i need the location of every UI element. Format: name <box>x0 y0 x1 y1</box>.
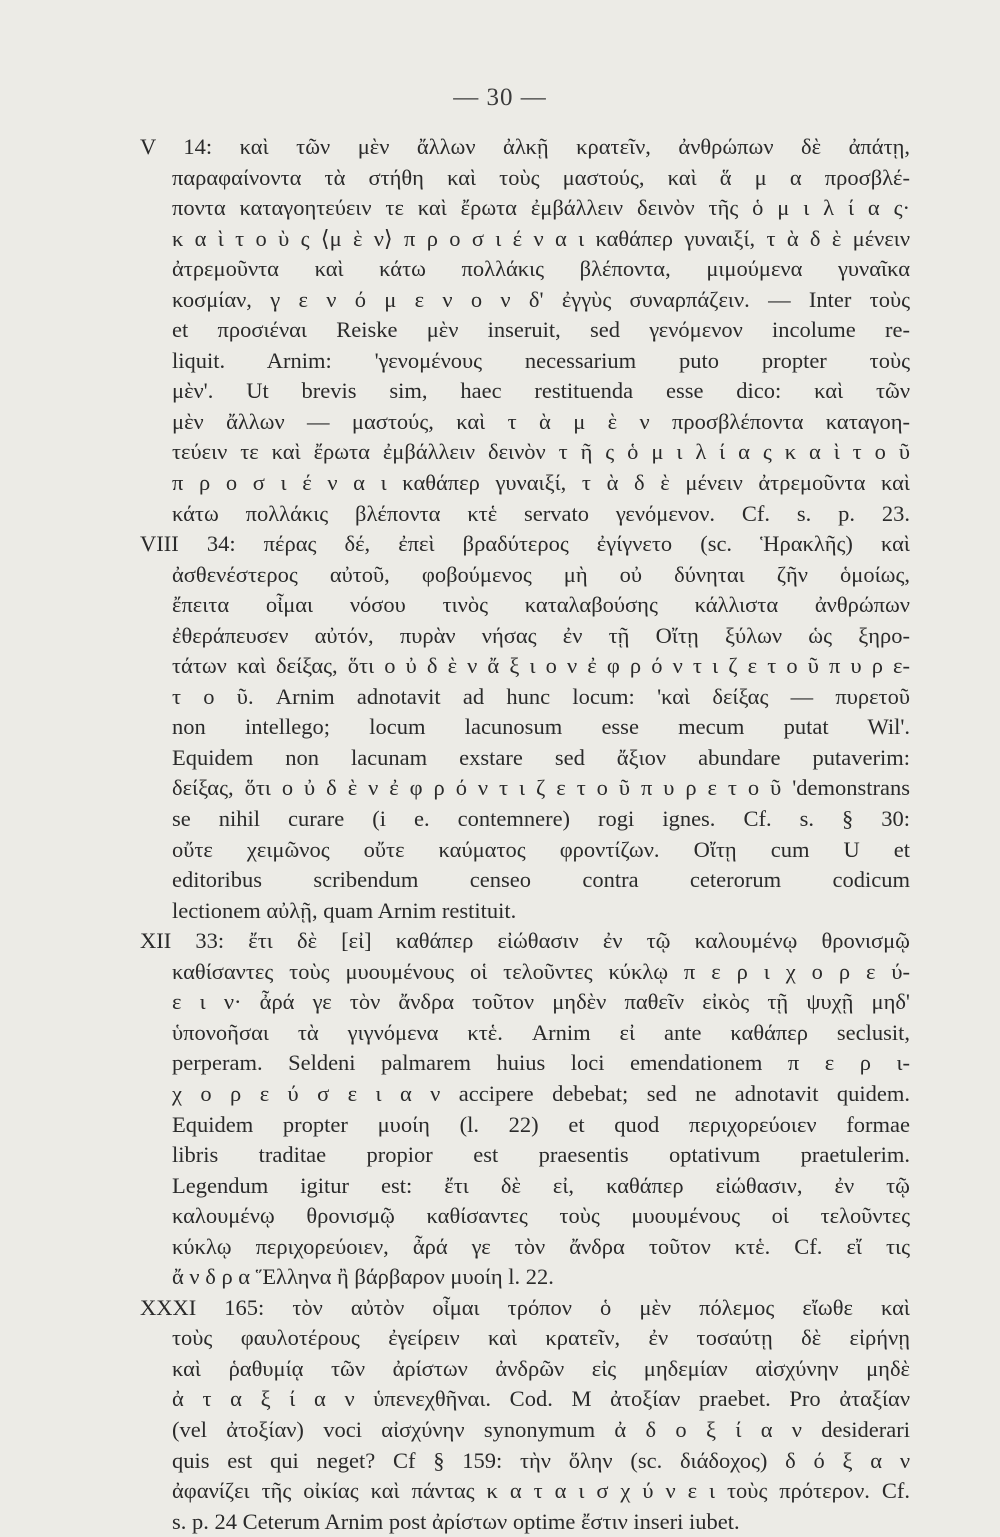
text-line: μὲν ἄλλων — μαστούς, καὶ τ ὰ μ ὲ ν προσβλέποντα καταγοη- <box>172 408 910 434</box>
text-line: s. p. 24 Ceterum Arnim post ἀρίστων optime ἔστιν inseri iubet. <box>172 1508 740 1534</box>
text-line: perperam. Seldeni palmarem huius loci emendationem π ε ρ ι- <box>172 1050 910 1076</box>
text-line: Equidem propter μυοίη (l. 22) et quod περιχορεύοιεν formae <box>172 1111 910 1137</box>
text-line: quis est qui neget? Cf § 159: τὴν ὅλην (sc. διάδοχος) δ ό ξ α ν <box>172 1447 910 1473</box>
text-line: libris traditae propior est praesentis optativum praetulerim. <box>172 1142 910 1168</box>
text-line: Equidem non lacunam exstare sed ἄξιον abundare putaverim: <box>172 744 910 770</box>
text-line: ἐθεράπευσεν αὐτόν, πυρὰν νήσας ἐν τῇ Οἴτῃ ξύλων ὡς ξηρο- <box>172 622 910 648</box>
text-line: κοσμίαν, γ ε ν ό μ ε ν ο ν δ' ἐγγὺς συναρπάζειν. — Inter τοὺς <box>172 286 910 312</box>
text-line: κάτω πολλάκις βλέποντα κτἑ servato γενόμενον. Cf. s. p. 23. <box>172 500 910 526</box>
text-line: ἀ τ α ξ ί α ν ὑπενεχθῆναι. Cod. M ἀτοξίαν praebet. Pro ἀταξίαν <box>172 1386 910 1412</box>
text-line: καὶ ῥαθυμίᾳ τῶν ἀρίστων ἀνδρῶν εἰς μηδεμίαν αἰσχύνην μηδὲ <box>172 1355 910 1381</box>
text-line: τ ο ῦ. Arnim adnotavit ad hunc locum: 'καὶ δείξας — πυρετοῦ <box>172 683 910 709</box>
text-line: ε ι ν· ἆρά γε τὸν ἄνδρα τοῦτον μηδὲν παθεῖν εἰκὸς τῇ ψυχῇ μηδ' <box>172 989 910 1015</box>
text-line: δείξας, ὅτι ο ὐ δ ὲ ν ἐ φ ρ ό ν τ ι ζ ε τ ο ῦ π υ ρ ε τ ο ῦ 'demonstrans <box>172 775 910 801</box>
text-line: οὔτε χειμῶνος οὔτε καύματος φροντίζων. Οἴτῃ cum U et <box>172 836 910 862</box>
text-line: παραφαίνοντα τὰ στήθη καὶ τοὺς μαστούς, καὶ ἅ μ α προσβλέ- <box>172 164 910 190</box>
text-line: ἀτρεμοῦντα καὶ κάτω πολλάκις βλέποντα, μιμούμενα γυναῖκα <box>172 256 910 282</box>
text-line: τοὺς φαυλοτέρους ἐγείρειν καὶ κρατεῖν, ἐν τοσαύτῃ δὲ εἰρήνῃ <box>172 1325 910 1351</box>
text-line: ἀσθενέστερος αὐτοῦ, φοβούμενος μὴ οὐ δύνηται ζῆν ὁμοίως, <box>172 561 910 587</box>
text-line: se nihil curare (i e. contemnere) rogi ignes. Cf. s. § 30: <box>172 806 910 832</box>
text-line: (vel ἀτοξίαν) voci αἰσχύνην synonymum ἀ δ ο ξ ί α ν desiderari <box>172 1416 910 1442</box>
text-line: π ρ ο σ ι έ ν α ι καθάπερ γυναιξί, τ ὰ δ ὲ μένειν ἀτρεμοῦντα καὶ <box>172 470 910 496</box>
text-line: Legendum igitur est: ἔτι δὲ εἰ, καθάπερ εἰώθασιν, ἐν τῷ <box>172 1172 910 1198</box>
text-line: XII 33: ἔτι δὲ [εἰ] καθάπερ εἰώθασιν ἐν τῷ καλουμένῳ θρονισμῷ <box>140 928 910 954</box>
text-line: καθίσαντες τοὺς μυουμένους οἱ τελοῦντες κύκλῳ π ε ρ ι χ ο ρ ε ύ- <box>172 958 910 984</box>
text-line: ἀφανίζει τῆς οἰκίας καὶ πάντας κ α τ α ι σ χ ύ ν ε ι τοὺς πρότερον. Cf. <box>172 1478 910 1504</box>
text-line: μὲν'. Ut brevis sim, haec restituenda esse dico: καὶ τῶν <box>172 378 910 404</box>
text-line: ἔπειτα οἶμαι νόσου τινὸς καταλαβούσης κάλλιστα ἀνθρώπων <box>172 592 910 618</box>
commentary-text <box>140 132 910 1537</box>
text-line: editoribus scribendum censeo contra ceterorum codicum <box>172 867 910 893</box>
text-line: καλουμένῳ θρονισμῷ καθίσαντες τοὺς μυουμένους οἱ τελοῦντες <box>172 1203 910 1229</box>
text-line: τάτων καὶ δείξας, ὅτι ο ὐ δ ὲ ν ἄ ξ ι ο ν ἐ φ ρ ό ν τ ι ζ ε τ ο ῦ π υ ρ ε- <box>172 653 910 679</box>
text-line: lectionem αὐλῇ, quam Arnim restituit. <box>172 897 517 923</box>
text-line: et προσιέναι Reiske μὲν inseruit, sed γενόμενον incolume re- <box>172 317 910 343</box>
text-line: V 14: καὶ τῶν μὲν ἄλλων ἀλκῇ κρατεῖν, ἀνθρώπων δὲ ἀπάτῃ, <box>140 134 910 159</box>
text-line: ποντα καταγοητεύειν τε καὶ ἔρωτα ἐμβάλλειν δεινὸν τῆς ὁ μ ι λ ί α ς· <box>172 195 910 221</box>
text-line: τεύειν τε καὶ ἔρωτα ἐμβάλλειν δεινὸν τ ῆ ς ὁ μ ι λ ί α ς κ α ὶ τ ο ῦ <box>172 439 910 465</box>
text-line: κύκλῳ περιχορεύοιεν, ἆρά γε τὸν ἄνδρα τοῦτον κτἑ. Cf. εἴ τις <box>172 1233 910 1259</box>
text-line: ἄ ν δ ρ α Ἕλληνα ἢ βάρβαρον μυοίη l. 22. <box>172 1264 554 1290</box>
text-line: κ α ὶ τ ο ὺ ς ⟨μ ὲ ν⟩ π ρ ο σ ι έ ν α ι καθάπερ γυναιξί, τ ὰ δ ὲ μένειν <box>172 225 910 251</box>
text-line: ὑπονοῆσαι τὰ γιγνόμενα κτἑ. Arnim εἰ ante καθάπερ seclusit, <box>172 1019 910 1045</box>
text-line: liquit. Arnim: 'γενομένους necessarium puto propter τοὺς <box>172 347 910 373</box>
text-line: χ ο ρ ε ύ σ ε ι α ν accipere debebat; sed ne adnotavit quidem. <box>172 1080 910 1106</box>
page-number: — 30 — <box>453 84 547 111</box>
text-line: XXXI 165: τὸν αὐτὸν οἶμαι τρόπον ὁ μὲν πόλεμος εἴωθε καὶ <box>140 1294 910 1320</box>
text-line: non intellego; locum lacunosum esse mecum putat Wil'. <box>172 714 910 740</box>
text-line: VIII 34: πέρας δέ, ἐπεὶ βραδύτερος ἐγίγνετο (sc. Ἡρακλῆς) καὶ <box>140 531 910 557</box>
